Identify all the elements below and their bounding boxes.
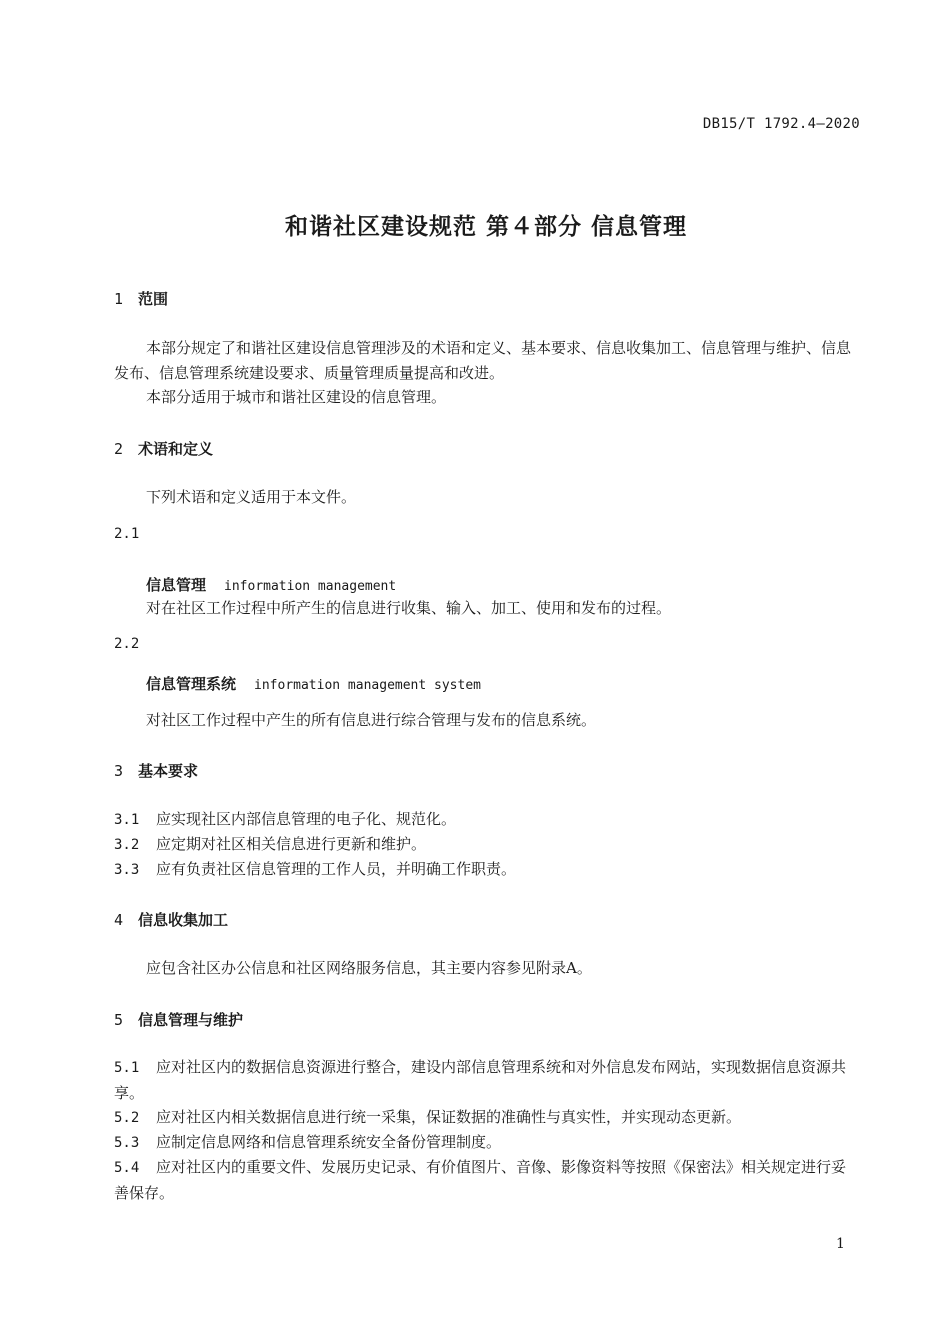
- term-2-2: [146, 673, 481, 694]
- clause-text: 应有负责社区信息管理的工作人员，并明确工作职责。: [156, 860, 517, 878]
- clause-number: 3.1: [114, 812, 140, 828]
- term-2-2-number: 2.2: [114, 636, 140, 652]
- clause-3-3: [114, 858, 516, 879]
- section-title: 术语和定义: [138, 440, 214, 458]
- term-name: 信息管理: [146, 576, 207, 594]
- term-name: 信息管理系统: [146, 675, 237, 693]
- clause-3-1: [114, 808, 456, 829]
- section-number: 4: [114, 911, 124, 929]
- section-number: 5: [114, 1011, 124, 1029]
- clause-5-1: [114, 1055, 859, 1106]
- section-title: 信息收集加工: [138, 911, 229, 929]
- clause-text: 应对社区内的重要文件、发展历史记录、有价值图片、音像、影像资料等按照《保密法》相关规定进行妥善保存。: [114, 1158, 847, 1202]
- term-2-1-definition: 对在社区工作过程中所产生的信息进行收集、输入、加工、使用和发布的过程。: [146, 599, 672, 617]
- clause-3-2: [114, 833, 426, 854]
- term-2-1-number: 2.1: [114, 526, 140, 542]
- clause-number: 3.2: [114, 837, 140, 853]
- clause-number: 5.1: [114, 1060, 140, 1076]
- section-number: 1: [114, 290, 124, 308]
- clause-text: 应制定信息网络和信息管理系统安全备份管理制度。: [156, 1133, 502, 1151]
- section-2-intro: 下列术语和定义适用于本文件。: [146, 488, 357, 506]
- clause-text: 应定期对社区相关信息进行更新和维护。: [156, 835, 427, 853]
- section-1-paragraph-2: 本部分适用于城市和谐社区建设的信息管理。: [146, 388, 447, 406]
- section-number: 3: [114, 762, 124, 780]
- clause-text: 应对社区内相关数据信息进行统一采集，保证数据的准确性与真实性，并实现动态更新。: [156, 1108, 742, 1126]
- section-1-heading: [114, 288, 168, 309]
- term-english: information management system: [254, 678, 481, 693]
- clause-5-2: [114, 1106, 741, 1127]
- section-title: 范围: [138, 290, 169, 308]
- section-4-paragraph: 应包含社区办公信息和社区网络服务信息，其主要内容参见附录A。: [146, 959, 592, 977]
- clause-5-3: [114, 1131, 501, 1152]
- section-number: 2: [114, 440, 124, 458]
- document-number: DB15/T 1792.4—2020: [702, 116, 860, 132]
- clause-number: 5.3: [114, 1135, 140, 1151]
- term-2-1: [146, 574, 396, 595]
- clause-text: 应实现社区内部信息管理的电子化、规范化。: [156, 810, 457, 828]
- section-title: 信息管理与维护: [138, 1011, 244, 1029]
- clause-number: 5.2: [114, 1110, 140, 1126]
- clause-number: 5.4: [114, 1160, 140, 1176]
- section-5-heading: [114, 1009, 243, 1030]
- clause-number: 3.3: [114, 862, 140, 878]
- section-1-paragraph-1: 本部分规定了和谐社区建设信息管理涉及的术语和定义、基本要求、信息收集加工、信息管理与维护、信息发布、信息管理系统建设要求、质量管理质量提高和改进。: [114, 339, 852, 382]
- page-title: 和谐社区建设规范 第４部分 信息管理: [284, 214, 687, 240]
- clause-5-4: [114, 1155, 859, 1206]
- term-english: information management: [224, 579, 397, 594]
- section-4-heading: [114, 909, 228, 930]
- section-3-heading: [114, 760, 198, 781]
- clause-text: 应对社区内的数据信息资源进行整合，建设内部信息管理系统和对外信息发布网站，实现数据信息资源共享。: [114, 1058, 847, 1102]
- section-2-heading: [114, 438, 213, 459]
- page-number: 1: [836, 1236, 845, 1252]
- section-title: 基本要求: [138, 762, 199, 780]
- term-2-2-definition: 对社区工作过程中产生的所有信息进行综合管理与发布的信息系统。: [146, 711, 597, 729]
